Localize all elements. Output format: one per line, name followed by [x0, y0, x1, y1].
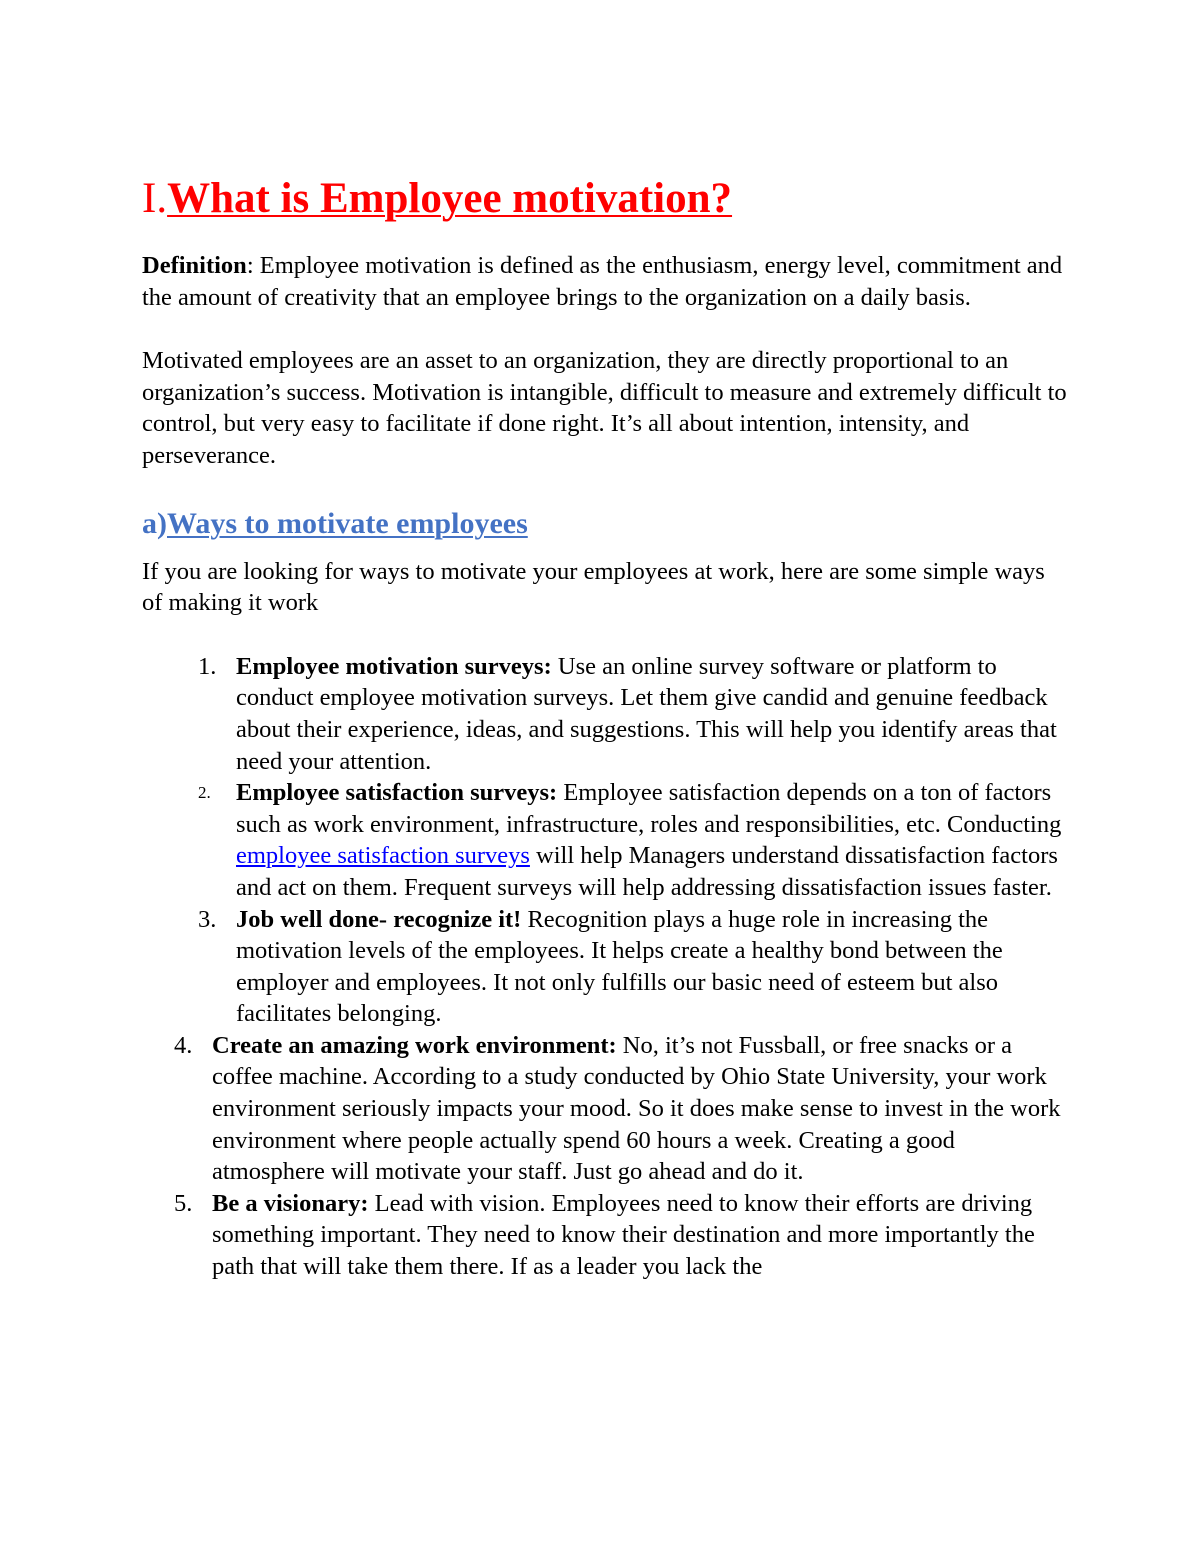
intro-paragraph: If you are looking for ways to motivate your employees at work, here are some simple ways of making it work	[142, 557, 1045, 617]
section-heading-marker: a)	[142, 506, 167, 540]
list-item	[142, 1030, 1067, 1188]
list-item-number: 1.	[198, 652, 217, 680]
list-item-text: No, it’s not Fussball, or free snacks or a coffee machine. According to a study conducted by Ohio State University, your work environment seriously impacts your mood. So it does make sense to invest in the work environment where people actually spend 60 hours a week. Creating a good atmosphere will motivate your staff. Just go ahead and do it.	[212, 1031, 1061, 1186]
list-item-text-continued: will help Managers understand dissatisfaction factors and act on them. Frequent surveys will help addressing dissatisfaction issues faster.	[236, 842, 1058, 901]
title-text: What is Employee motivation?	[167, 175, 733, 222]
list-item-text: Use an online survey software or platform to conduct employee motivation surveys. Let them give candid and genuine feedback about their experience, ideas, and suggestions. This will help you identify areas that need your attention.	[236, 652, 1057, 775]
list-item-title: Job well done- recognize it!	[236, 905, 522, 933]
list-item-title: Create an amazing work environment:	[212, 1031, 617, 1059]
definition-paragraph	[142, 250, 1067, 313]
section-heading-text: Ways to motivate employees	[167, 506, 528, 540]
list-item-text: Employee satisfaction depends on a ton of factors such as work environment, infrastructure, roles and responsibilities, etc. Conducting	[236, 779, 1062, 838]
list-item-text: Recognition plays a huge role in increasing the motivation levels of the employees. It helps create a healthy bond between the employer and employees. It not only fulfills our basic need of esteem but also facilitates belonging.	[236, 905, 1003, 1028]
list-item-title: Be a visionary:	[212, 1189, 369, 1217]
list-item	[142, 651, 1067, 777]
page-title	[142, 170, 1067, 228]
list-item-number: 4.	[174, 1031, 193, 1059]
list-item	[142, 777, 1067, 903]
section-heading	[142, 504, 1067, 544]
document-content	[142, 170, 1067, 1283]
employee-satisfaction-surveys-link[interactable]: employee satisfaction surveys	[236, 842, 530, 870]
title-number: I.	[142, 175, 168, 222]
definition-text: : Employee motivation is defined as the enthusiasm, energy level, commitment and the amount of creativity that an employee brings to the organization on a daily basis.	[142, 252, 1063, 311]
list-item-number: 3.	[198, 905, 217, 933]
definition-label: Definition	[142, 252, 247, 279]
list-item	[142, 904, 1067, 1030]
list-item-number: 2.	[198, 783, 211, 803]
list-item-number: 5.	[174, 1189, 193, 1217]
motivation-list	[142, 651, 1067, 1283]
list-item	[142, 1188, 1067, 1283]
list-item-title: Employee motivation surveys:	[236, 652, 552, 680]
list-item-text: Lead with vision. Employees need to know their efforts are driving something important. They need to know their destination and more importantly the path that will take them there. If as a leader you lack the	[212, 1189, 1035, 1281]
list-item-title: Employee satisfaction surveys:	[236, 779, 558, 807]
body-paragraph: Motivated employees are an asset to an organization, they are directly proportional to an organization’s success. Motivation is intangible, difficult to measure and extremely difficult to control, but very easy to facilitate if done right. It’s all about intention, intensity, and perseverance.	[142, 347, 1067, 469]
